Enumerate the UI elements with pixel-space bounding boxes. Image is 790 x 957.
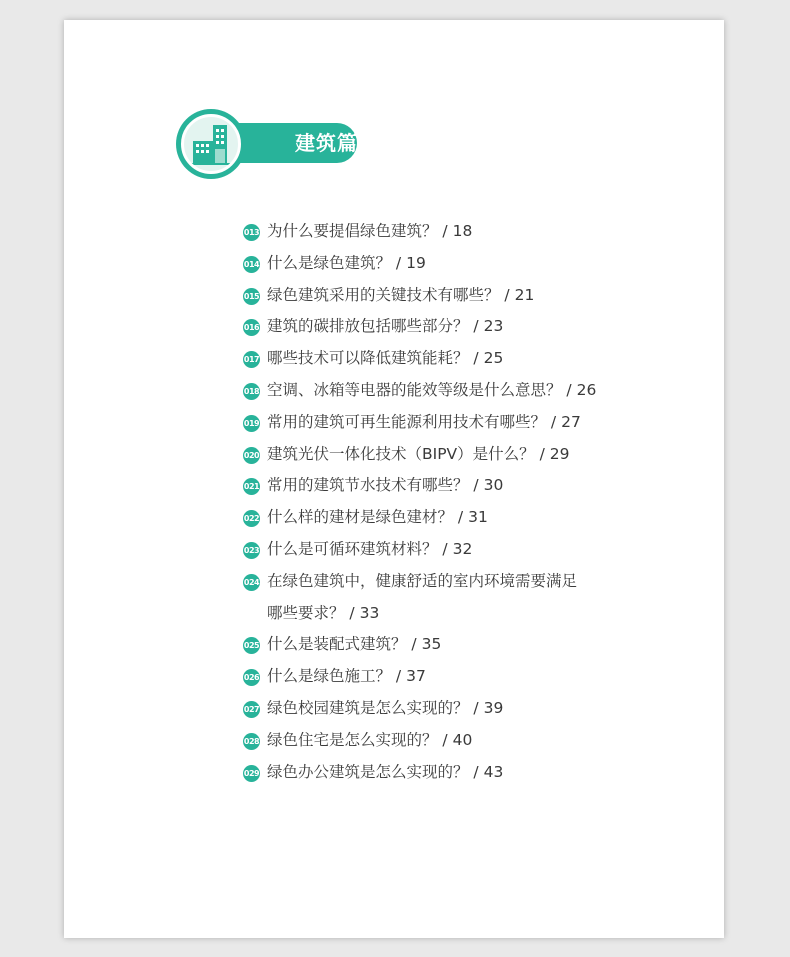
toc-entry[interactable]: [243, 725, 703, 757]
toc-entry-number-badge: 013: [243, 224, 260, 241]
toc-entry-number-badge: 021: [243, 478, 260, 495]
section-icon-badge: [176, 109, 246, 179]
toc-entry-number-badge: 019: [243, 415, 260, 432]
toc-entry[interactable]: [243, 407, 703, 439]
toc-entry[interactable]: [243, 216, 703, 248]
buildings-icon: [191, 123, 231, 165]
toc-entry-number-badge: 024: [243, 574, 260, 591]
toc-entry[interactable]: [243, 566, 703, 630]
toc-entry[interactable]: [243, 629, 703, 661]
toc-entry-number-badge: 022: [243, 510, 260, 527]
toc-entry-text: 空调、冰箱等电器的能效等级是什么意思？ / 26: [267, 380, 597, 399]
toc-entry-text: 建筑的碳排放包括哪些部分？ / 23: [267, 317, 504, 336]
book-page: [64, 20, 724, 938]
toc-entry[interactable]: [243, 280, 703, 312]
toc-entry-text: 为什么要提倡绿色建筑？ / 18: [267, 222, 473, 240]
table-of-contents: [243, 216, 703, 788]
toc-entry-text: 哪些技术可以降低建筑能耗？ / 25: [267, 349, 504, 368]
toc-entry[interactable]: [243, 470, 703, 502]
toc-entry-text: 绿色建筑采用的关键技术有哪些？ / 21: [267, 285, 535, 304]
toc-entry-text: 绿色住宅是怎么实现的？ / 40: [267, 730, 473, 749]
toc-entry[interactable]: [243, 502, 703, 534]
toc-entry[interactable]: [243, 439, 703, 471]
toc-entry-text: 什么是绿色建筑？ / 19: [267, 253, 426, 272]
toc-entry[interactable]: [243, 375, 703, 407]
toc-entry-number-badge: 026: [243, 669, 260, 686]
toc-entry-text: 常用的建筑节水技术有哪些？ / 30: [267, 476, 504, 495]
toc-entry[interactable]: [243, 534, 703, 566]
toc-entry-text: 常用的建筑可再生能源利用技术有哪些？ / 27: [267, 412, 581, 431]
toc-entry-number-badge: 023: [243, 542, 260, 559]
toc-entry-text: 什么是可循环建筑材料？ / 32: [267, 539, 473, 558]
toc-entry-number-badge: 015: [243, 288, 260, 305]
toc-entry-number-badge: 014: [243, 256, 260, 273]
toc-entry-text: 绿色办公建筑是怎么实现的？ / 43: [267, 762, 504, 781]
toc-entry-number-badge: 029: [243, 765, 260, 782]
toc-entry-text: 在绿色建筑中，健康舒适的室内环境需要满足: [267, 571, 578, 590]
toc-entry[interactable]: [243, 757, 703, 789]
toc-entry[interactable]: [243, 661, 703, 693]
toc-entry-number-badge: 025: [243, 637, 260, 654]
toc-entry-text: 什么是绿色施工？ / 37: [267, 667, 426, 686]
toc-entry-number-badge: 017: [243, 351, 260, 368]
toc-entry-number-badge: 020: [243, 447, 260, 464]
toc-entry-number-badge: 018: [243, 383, 260, 400]
toc-entry-text: 哪些要求？ / 33: [267, 603, 380, 622]
toc-entry-text: 建筑光伏一体化技术（BIPV）是什么？ / 29: [267, 444, 570, 463]
toc-entry-number-badge: 028: [243, 733, 260, 750]
toc-entry[interactable]: [243, 311, 703, 343]
toc-entry[interactable]: [243, 248, 703, 280]
toc-entry-number-badge: 016: [243, 319, 260, 336]
toc-entry-number-badge: 027: [243, 701, 260, 718]
toc-entry-text: 绿色校园建筑是怎么实现的？ / 39: [267, 698, 504, 717]
toc-entry-text: 什么样的建材是绿色建材？ / 31: [267, 508, 488, 527]
section-title: 建筑篇: [295, 131, 358, 155]
toc-entry[interactable]: [243, 343, 703, 375]
toc-entry[interactable]: [243, 693, 703, 725]
section-banner: [176, 109, 356, 179]
toc-entry-text: 什么是装配式建筑？ / 35: [267, 635, 442, 654]
